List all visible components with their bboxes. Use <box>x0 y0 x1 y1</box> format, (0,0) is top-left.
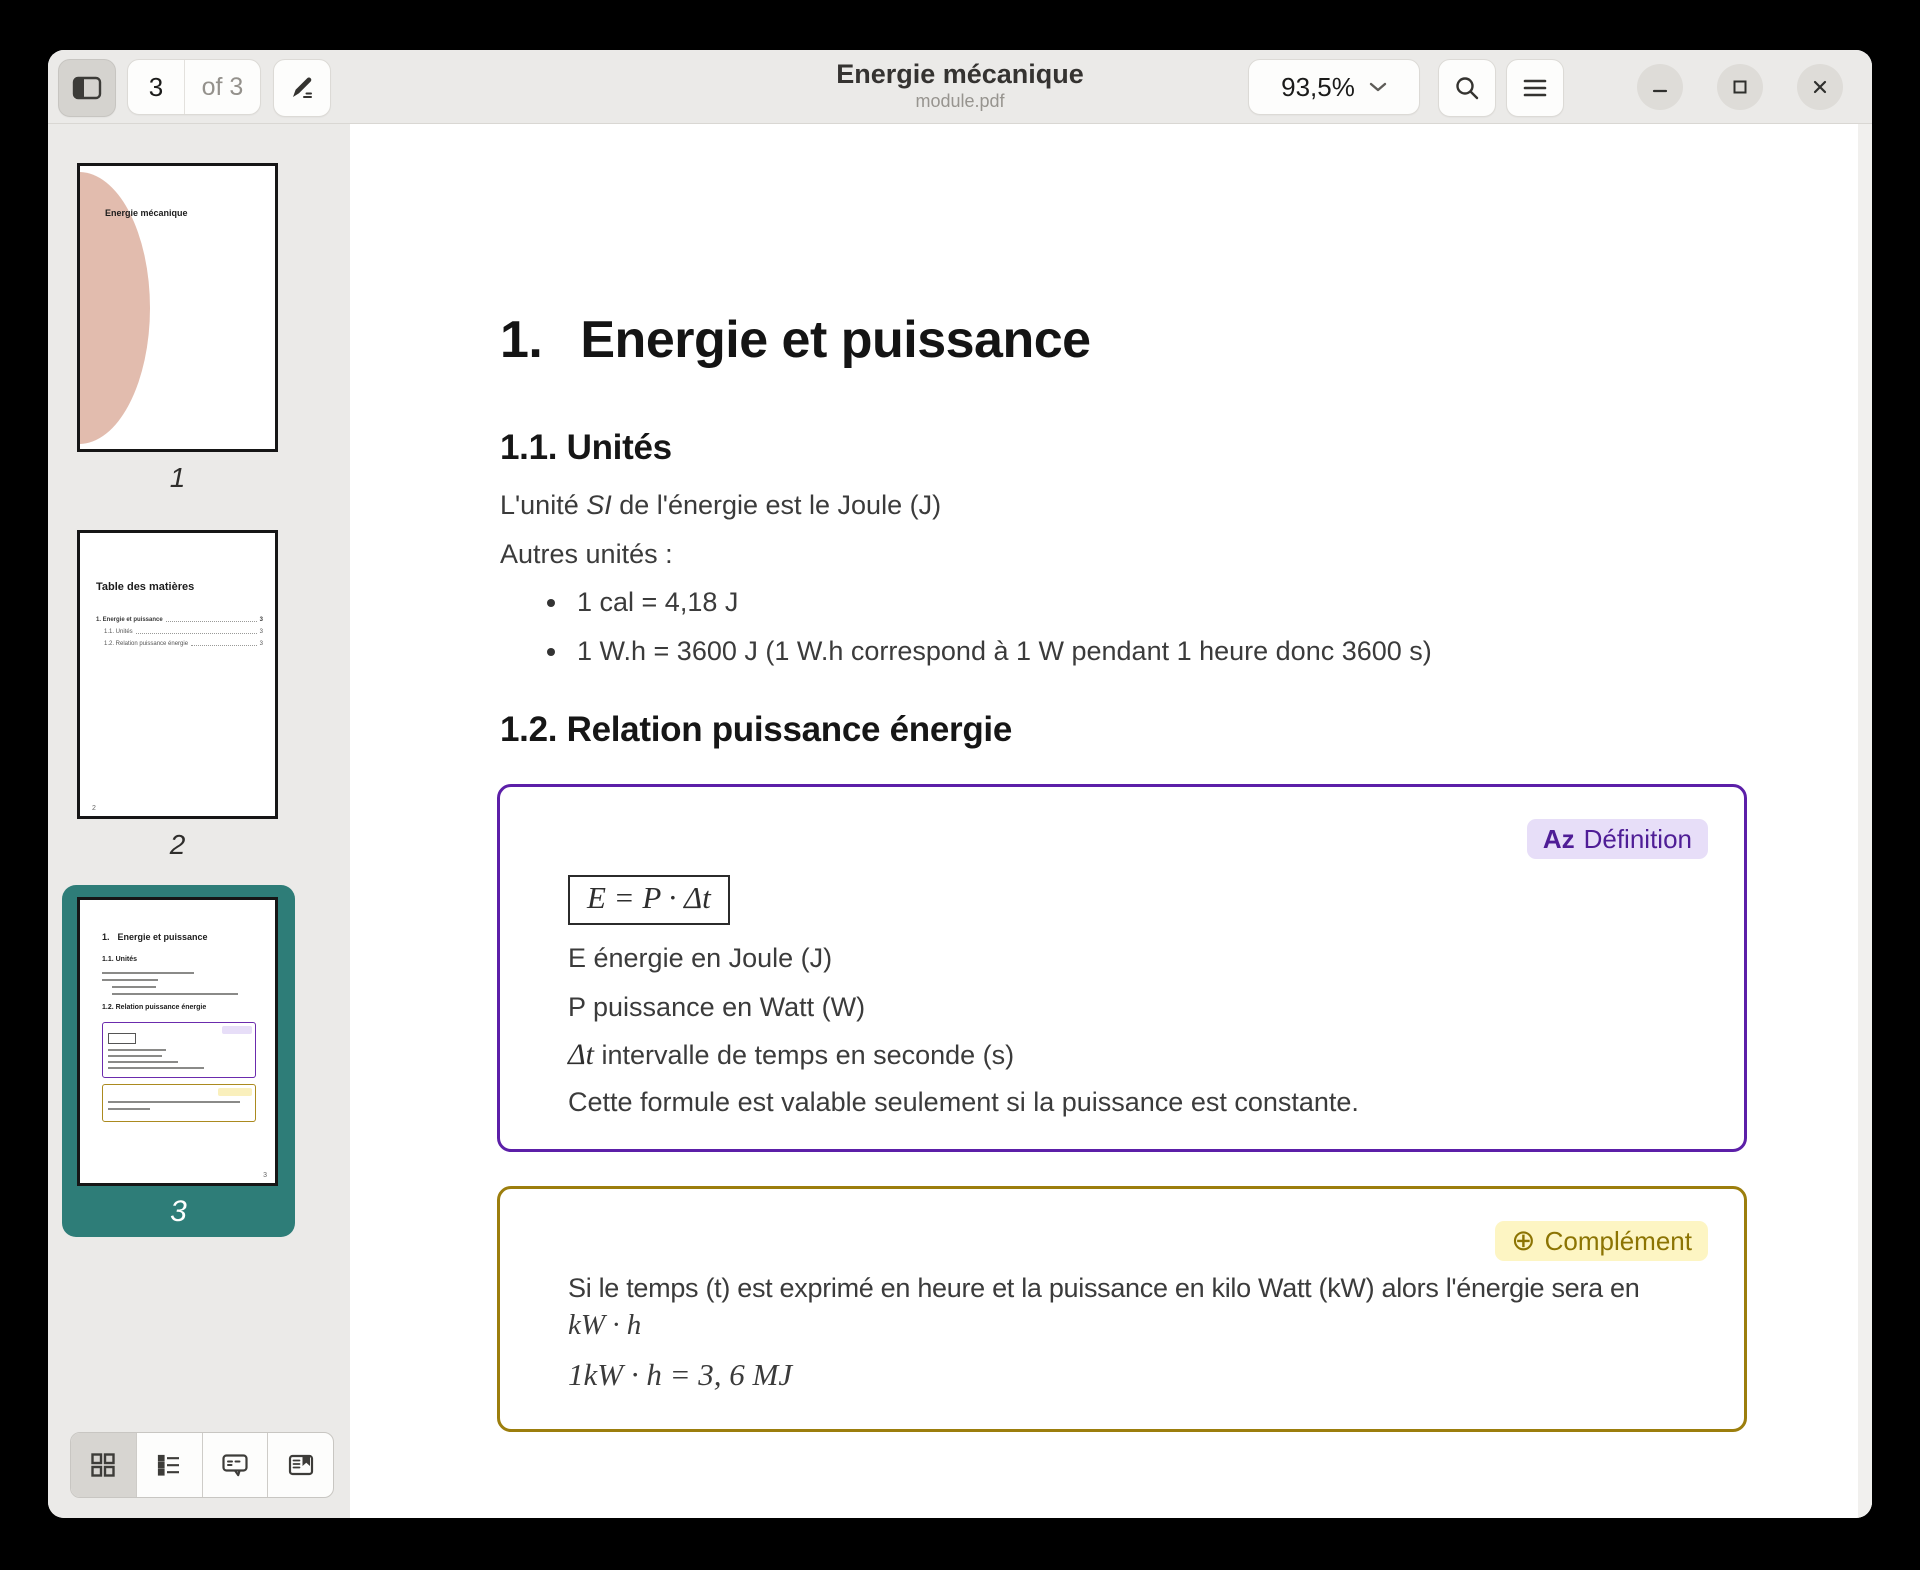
complement-line-2: kW · h <box>568 1309 642 1341</box>
definition-badge-label: Définition <box>1583 823 1692 854</box>
page-total-label: of 3 <box>201 72 244 101</box>
pdf-viewer-window <box>48 50 1872 1518</box>
thumbnail-page-3-selected[interactable] <box>62 885 295 1237</box>
toc-leader <box>191 645 257 646</box>
mini-text-line <box>108 1055 162 1057</box>
mini-text-line <box>102 979 158 981</box>
complement-box <box>497 1186 1747 1432</box>
bullet-dot <box>547 648 555 656</box>
sidebar-mode-switcher <box>70 1432 334 1498</box>
toc-leader <box>136 633 257 634</box>
delta-t-math: Δt <box>568 1038 594 1071</box>
mini-text-line <box>102 972 194 974</box>
toc-entry-label: 1. Energie et puissance <box>96 617 163 623</box>
sidebar-toggle-icon <box>72 75 102 101</box>
thumb3-footer-page: 3 <box>263 1172 267 1179</box>
bookmarks-view-button[interactable] <box>267 1433 333 1497</box>
bullet-item <box>500 587 738 618</box>
zoom-level: 93,5% <box>1281 71 1355 102</box>
document-title-block <box>836 58 1084 112</box>
toc-entry-page: 3 <box>259 629 263 635</box>
main-menu-button[interactable] <box>1506 59 1564 117</box>
annotations-view-button[interactable] <box>202 1433 268 1497</box>
header-bar <box>48 50 1872 124</box>
mini-formula-box <box>108 1033 136 1044</box>
formula-energy-power: E = P · Δt <box>568 875 730 925</box>
thumbnail-page-1[interactable] <box>77 163 278 452</box>
thumb1-title: Energie mécanique <box>105 208 188 218</box>
document-filename: module.pdf <box>915 91 1005 111</box>
paragraph-other-units: Autres unités : <box>500 539 673 569</box>
mini-text-line <box>108 1049 166 1051</box>
sidebar-toggle-button[interactable] <box>58 59 116 117</box>
mini-text-line <box>108 1067 204 1069</box>
heading-1-1: 1.1. Unités <box>500 428 672 467</box>
annotation-bubble-icon <box>220 1451 250 1479</box>
zoom-selector[interactable] <box>1248 59 1420 115</box>
definition-line-p: P puissance en Watt (W) <box>568 992 866 1022</box>
thumb2-toc-title: Table des matières <box>96 581 195 593</box>
definition-badge-icon: Az <box>1542 823 1575 854</box>
scrollbar-track[interactable] <box>1858 124 1872 1518</box>
minimize-icon <box>1651 78 1669 96</box>
bullet-dot <box>547 599 555 607</box>
toc-entry <box>96 617 263 623</box>
minimize-button[interactable] <box>1637 64 1683 110</box>
heading-1 <box>500 310 1091 370</box>
complement-badge-icon: ⊕ <box>1511 1224 1536 1257</box>
mini-text-line <box>108 1061 178 1063</box>
bullet-item <box>500 636 1432 667</box>
toc-entry-page: 3 <box>259 641 263 647</box>
toc-entry <box>96 629 263 635</box>
grid-icon <box>89 1451 117 1479</box>
definition-badge <box>1527 819 1708 859</box>
chevron-down-icon <box>1369 81 1387 93</box>
thumb2-toc-list <box>96 611 263 647</box>
hamburger-menu-icon <box>1522 77 1548 99</box>
thumb2-page-number: 2 <box>169 829 186 860</box>
paragraph-unit-si: L'unité SI de l'énergie est le Joule (J) <box>500 490 942 520</box>
outline-view-button[interactable] <box>136 1433 202 1497</box>
mini-definition-badge <box>222 1026 252 1034</box>
mini-h2-relation: 1.2. Relation puissance énergie <box>102 1004 207 1011</box>
thumb1-page-number: 1 <box>169 462 186 493</box>
search-button[interactable] <box>1438 59 1496 117</box>
mini-text-line <box>112 986 156 988</box>
complement-badge-label: Complément <box>1544 1225 1692 1256</box>
toc-entry-label: 1.2. Relation puissance énergie <box>104 641 189 647</box>
complement-line-1: Si le temps (t) est exprimé en heure et la puissance en kilo Watt (kW) alors l'énergie sera en <box>568 1273 1640 1303</box>
toc-entry-page: 3 <box>259 617 263 623</box>
thumbnails-view-button[interactable] <box>71 1433 136 1497</box>
maximize-button[interactable] <box>1717 64 1763 110</box>
mini-text-line <box>108 1101 240 1103</box>
definition-line-e: E énergie en Joule (J) <box>568 943 833 973</box>
thumb3-page-number: 3 <box>170 1195 187 1228</box>
mini-definition-box <box>102 1022 256 1078</box>
heading-1-text: Energie et puissance <box>580 311 1091 369</box>
bullet-text: 1 W.h = 3600 J (1 W.h correspond à 1 W pendant 1 heure donc 3600 s) <box>577 636 1432 666</box>
pen-icon <box>288 74 316 102</box>
maximize-icon <box>1731 78 1749 96</box>
definition-line-dt: Δt intervalle de temps en seconde (s) <box>568 1038 1015 1071</box>
definition-box <box>497 784 1747 1152</box>
document-title: Energie mécanique <box>836 59 1084 89</box>
definition-note: Cette formule est valable seulement si la puissance est constante. <box>568 1087 1359 1117</box>
close-button[interactable] <box>1797 64 1843 110</box>
si-italic: SI <box>586 490 612 520</box>
mini-h2-units: 1.1. Unités <box>102 956 138 963</box>
mini-h1: 1. Energie et puissance <box>102 932 208 942</box>
mini-complement-badge <box>218 1088 252 1096</box>
search-icon <box>1454 75 1480 101</box>
toc-leader <box>166 621 257 622</box>
page-number-input[interactable]: 3 <box>148 71 164 102</box>
thumbnail-page-3[interactable] <box>77 897 278 1186</box>
thumbnails-sidebar <box>48 124 350 1518</box>
thumb2-footer-page: 2 <box>92 805 96 812</box>
document-view[interactable] <box>350 124 1872 1518</box>
bullet-text: 1 cal = 4,18 J <box>577 587 739 617</box>
toc-entry <box>96 641 263 647</box>
mini-text-line <box>112 993 238 995</box>
book-bookmark-icon <box>286 1451 316 1479</box>
complement-badge <box>1495 1221 1708 1261</box>
annotate-button[interactable] <box>273 59 331 117</box>
toc-entry-label: 1.1. Unités <box>104 629 133 635</box>
close-icon <box>1811 78 1829 96</box>
heading-1-number: 1. <box>500 311 543 369</box>
page-navigation <box>127 59 261 115</box>
outline-list-icon <box>155 1451 183 1479</box>
formula-kwh-mj: 1kW · h = 3, 6 MJ <box>568 1357 793 1392</box>
mini-text-line <box>108 1108 150 1110</box>
heading-1-2: 1.2. Relation puissance énergie <box>500 710 1013 749</box>
thumbnail-page-2[interactable] <box>77 530 278 819</box>
mini-complement-box <box>102 1084 256 1122</box>
